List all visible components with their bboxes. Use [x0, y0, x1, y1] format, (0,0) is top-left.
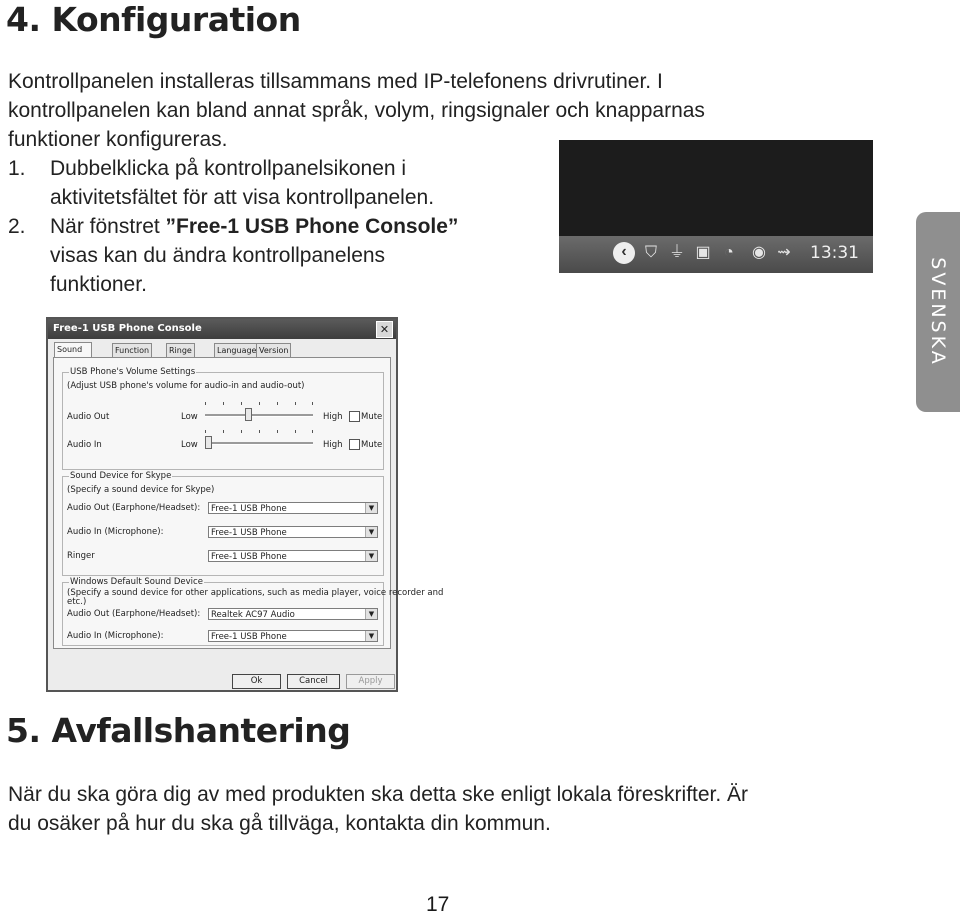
intro-line-2: kontrollpanelen kan bland annat språk, volym, ringsignaler och knapparnas — [8, 99, 705, 122]
speaker-icon[interactable]: ▣ — [695, 244, 711, 261]
dialog-titlebar — [48, 319, 396, 339]
shield-icon[interactable]: ⛉ — [644, 244, 657, 261]
skype-audio-out-select[interactable] — [208, 502, 378, 514]
audio-out-label: Audio Out — [67, 412, 110, 422]
intro-line-3: funktioner konfigureras. — [8, 128, 228, 151]
intro-line-1: Kontrollpanelen installeras tillsammans med IP-telefonens drivrutiner. I — [8, 70, 663, 93]
windows-sound-group — [62, 577, 444, 646]
system-tray — [559, 236, 873, 273]
disposal-paragraph — [8, 780, 908, 838]
phone-console-icon[interactable]: ◔ — [724, 244, 734, 261]
windows-audio-out-label: Audio Out (Earphone/Headset): — [67, 609, 201, 619]
page-number: 17 — [426, 893, 450, 916]
windows-group-desc-2: etc.) — [67, 597, 87, 607]
chevron-down-icon[interactable]: ▼ — [365, 551, 377, 561]
audio-out-slider[interactable] — [205, 408, 313, 422]
step-2-window-name: ”Free-1 USB Phone Console” — [165, 215, 459, 238]
audio-icon[interactable]: ◉ — [752, 244, 766, 261]
audio-in-high: High — [323, 440, 343, 450]
step-2-number: 2. — [8, 215, 26, 238]
skype-audio-in-select[interactable] — [208, 526, 378, 538]
tab-language[interactable]: Language — [214, 343, 259, 357]
tab-ringe-style[interactable]: Ringe — [166, 343, 195, 357]
audio-out-low: Low — [181, 412, 198, 422]
ok-button[interactable]: Ok — [232, 674, 281, 689]
chevron-down-icon[interactable]: ▼ — [365, 631, 377, 641]
skype-audio-out-value: Free-1 USB Phone — [211, 504, 287, 514]
audio-out-high: High — [323, 412, 343, 422]
step-2-pre: När fönstret — [50, 215, 166, 238]
audio-out-mute-checkbox[interactable] — [349, 411, 360, 422]
step-2 — [8, 212, 548, 241]
chevron-left-icon[interactable]: ‹ — [613, 242, 635, 264]
skype-audio-in-label: Audio In (Microphone): — [67, 527, 164, 537]
skype-ringer-value: Free-1 USB Phone — [211, 552, 287, 562]
apply-button[interactable]: Apply — [346, 674, 395, 689]
dialog-title: Free-1 USB Phone Console — [53, 323, 202, 334]
skype-group-desc: (Specify a sound device for Skype) — [67, 485, 215, 495]
step-1-line-2: aktivitetsfältet för att visa kontrollpanelen. — [50, 186, 435, 209]
audio-out-mute-label: Mute — [361, 412, 383, 422]
clock-time: 13:31 — [810, 243, 859, 263]
disposal-line-2: du osäker på hur du ska gå tillväga, kontakta din kommun. — [8, 812, 551, 835]
step-2-line-2: visas kan du ändra kontrollpanelens — [50, 244, 386, 267]
windows-group-title: Windows Default Sound Device — [70, 577, 203, 587]
chevron-down-icon[interactable]: ▼ — [365, 503, 377, 513]
skype-audio-out-label: Audio Out (Earphone/Headset): — [67, 503, 201, 513]
step-1-number: 1. — [8, 157, 26, 180]
audio-in-slider-thumb[interactable] — [205, 436, 212, 449]
windows-audio-out-select[interactable] — [208, 608, 378, 620]
cancel-button[interactable]: Cancel — [287, 674, 340, 689]
steps-list — [8, 154, 548, 299]
tab-version[interactable]: Version — [256, 343, 291, 357]
skype-sound-group — [62, 471, 384, 576]
step-1 — [8, 154, 548, 183]
step-2-line-3: funktioner. — [50, 273, 147, 296]
console-dialog — [46, 317, 444, 692]
language-label: SVENSKA — [927, 257, 949, 367]
skype-audio-in-value: Free-1 USB Phone — [211, 528, 287, 538]
network-icon[interactable]: ⏚ — [668, 244, 685, 261]
volume-group-desc: (Adjust USB phone's volume for audio-in and audio-out) — [67, 381, 305, 391]
tab-sound-devices[interactable]: Sound — [54, 342, 92, 357]
tab-function-keys[interactable]: Function — [112, 343, 152, 357]
skype-group-title: Sound Device for Skype — [70, 471, 172, 481]
chevron-down-icon[interactable]: ▼ — [365, 609, 377, 619]
disposal-line-1: När du ska göra dig av med produkten ska detta ske enligt lokala föreskrifter. Är — [8, 783, 749, 806]
audio-in-slider[interactable] — [205, 436, 313, 450]
chevron-down-icon[interactable]: ▼ — [365, 527, 377, 537]
sound-devices-panel — [53, 357, 444, 649]
windows-audio-in-label: Audio In (Microphone): — [67, 631, 164, 641]
windows-audio-in-value: Free-1 USB Phone — [211, 632, 287, 642]
volume-settings-group — [62, 367, 384, 470]
audio-in-mute-label: Mute — [361, 440, 383, 450]
connection-icon[interactable]: ⇝ — [777, 244, 791, 261]
step-1-line-1: Dubbelklicka på kontrollpanelsikonen i — [50, 157, 407, 180]
audio-out-slider-thumb[interactable] — [245, 408, 252, 421]
section-4-heading: 4. Konfiguration — [6, 0, 301, 39]
language-side-tab — [916, 212, 960, 412]
audio-in-mute-checkbox[interactable] — [349, 439, 360, 450]
taskbar-screenshot — [559, 140, 873, 273]
close-icon[interactable]: ✕ — [376, 321, 393, 338]
audio-in-label: Audio In — [67, 440, 102, 450]
windows-audio-in-select[interactable] — [208, 630, 378, 642]
audio-in-low: Low — [181, 440, 198, 450]
skype-ringer-label: Ringer — [67, 551, 95, 561]
volume-group-title: USB Phone's Volume Settings — [70, 367, 196, 377]
windows-audio-out-value: Realtek AC97 Audio — [211, 610, 295, 620]
section-5-heading: 5. Avfallshantering — [6, 711, 351, 750]
skype-ringer-select[interactable] — [208, 550, 378, 562]
windows-group-desc: (Specify a sound device for other applications, such as media player, voice recorder and — [67, 588, 444, 598]
